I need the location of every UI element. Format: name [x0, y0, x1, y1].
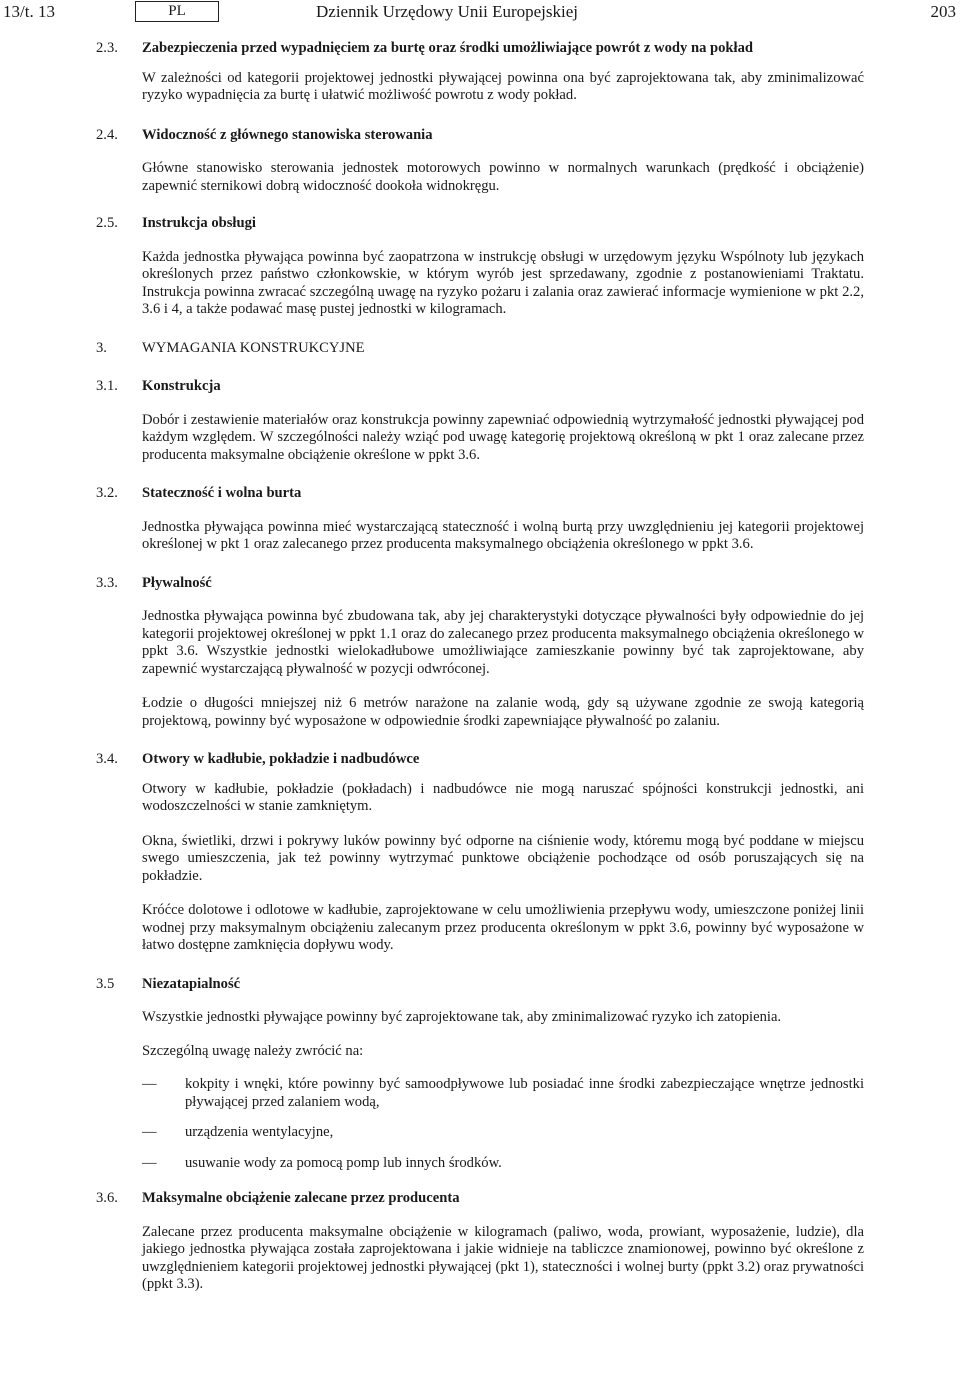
page-number: 203: [930, 2, 956, 21]
section-number: 3.2.: [96, 485, 118, 501]
language-badge: PL: [135, 1, 219, 22]
paragraph: Szczególną uwagę należy zwrócić na:: [142, 1042, 364, 1059]
section-title: Zabezpieczenia przed wypadnięciem za burtę oraz środki umożliwiające powrót z wody na pokład: [142, 40, 754, 56]
section-number: 2.5.: [96, 215, 118, 231]
section-2-5: [96, 215, 864, 319]
bullet-list: [142, 1076, 864, 1172]
chapter-title: WYMAGANIA KONSTRUKCYJNE: [142, 339, 365, 356]
section-3-5: [96, 976, 864, 1173]
section-title: Stateczność i wolna burta: [142, 485, 302, 501]
section-3-3: [96, 575, 864, 731]
paragraph: Łodzie o długości mniejszej niż 6 metrów narażone na zalanie wodą, gdy są używane zgodnie ze swoją kategorią projektową, powinny być wyposażone w odpowiednie środki zapewniające pływalność po zalaniu.: [142, 695, 864, 729]
section-number: 2.3.: [96, 40, 118, 56]
paragraph: Główne stanowisko sterowania jednostek motorowych powinno w normalnych warunkach (prędkość i obciążenie) zapewnić sternikowi dobrą widoczność dookoła widnokręgu.: [142, 160, 864, 194]
dash-marker: —: [142, 1154, 157, 1171]
section-2-3: [96, 40, 864, 105]
section-number: 3.5: [96, 975, 115, 992]
list-item-text: urządzenia wentylacyjne,: [185, 1124, 334, 1140]
list-item: [142, 1155, 864, 1173]
section-2-4: [96, 127, 864, 196]
list-item: [142, 1076, 864, 1111]
section-number: 2.4.: [96, 126, 118, 143]
section-title: Pływalność: [142, 574, 212, 591]
section-title: Instrukcja obsługi: [142, 215, 256, 231]
paragraph: Zalecane przez producenta maksymalne obciążenie w kilogramach (paliwo, woda, prowiant, wyposażenie, ludzie), dla jakiego jednostka pływająca została zaprojektowana i jakie widnieje na tabliczce znamionowej, powinno być określone z uwzględnieniem kategorii projektowej jednostki pływającej (pkt 1), stateczności i wolnej burty (ppkt 3.2) oraz prywatności (ppkt 3.3).: [142, 1223, 864, 1292]
section-number: 3.4.: [96, 751, 118, 767]
section-3-4: [96, 751, 864, 955]
dash-marker: —: [142, 1076, 157, 1092]
section-number: 3.6.: [96, 1190, 118, 1206]
paragraph: W zależności od kategorii projektowej jednostki pływającej powinna ona być zaprojektowana tak, aby zminimalizować ryzyko wypadnięcia za burtę i ułatwić możliwość powrotu z wody pokład.: [142, 69, 864, 103]
section-title: Maksymalne obciążenie zalecane przez producenta: [142, 1190, 460, 1206]
page-reference: 13/t. 13: [3, 2, 55, 21]
section-title: Niezatapialność: [142, 975, 241, 992]
page-header: [0, 0, 960, 26]
section-3-6: [96, 1190, 864, 1294]
paragraph: Otwory w kadłubie, pokładzie (pokładach) i nadbudówce nie mogą naruszać spójności konstrukcji jednostki, ani wodoszczelności w stanie zamkniętym.: [142, 780, 864, 814]
paragraph: Wszystkie jednostki pływające powinny być zaprojektowane tak, aby zminimalizować ryzyko ich zatopienia.: [142, 1009, 782, 1025]
journal-title: Dziennik Urzędowy Unii Europejskiej: [316, 2, 579, 21]
paragraph: Jednostka pływająca powinna być zbudowana tak, aby jej charakterystyki dotyczące pływalności były odpowiednie do jej kategorii projektowej określonej w ppkt 1.1 oraz do zalecanego przez producenta maksymalnego obciążenia określonego w ppkt 3.6. Wszystkie jednostki wielokadłubowe umożliwiające zamieszkanie powinny być tak zaprojektowane, aby zapewnić wystarczającą pływalność w pozycji odwróconej.: [142, 608, 864, 677]
section-number: 3.3.: [96, 574, 118, 591]
list-item-text: kokpity i wnęki, które powinny być samoodpływowe lub posiadać inne środki zabezpieczające wnętrze jednostki pływającej przed zalaniem wodą,: [185, 1076, 864, 1110]
section-number: 3.: [96, 339, 107, 356]
section-3: [96, 340, 864, 358]
section-3-2: [96, 485, 864, 554]
section-title: Widoczność z głównego stanowiska sterowania: [142, 126, 433, 143]
section-number: 3.1.: [96, 378, 118, 394]
section-title: Konstrukcja: [142, 378, 221, 394]
list-item: [142, 1124, 864, 1142]
section-title: Otwory w kadłubie, pokładzie i nadbudówce: [142, 751, 420, 767]
section-3-1: [96, 378, 864, 464]
paragraph: Jednostka pływająca powinna mieć wystarczającą stateczność i wolną burtą przy uwzględnieniu jej kategorii projektowej określonej w pkt 1 oraz zalecanego przez producenta maksymalnego obciążenia określonego w ppkt 3.6.: [142, 518, 864, 552]
paragraph: Każda jednostka pływająca powinna być zaopatrzona w instrukcję obsługi w urzędowym języku Wspólnoty lub językach określonych przez państwo członkowskie, w którym wyrób jest sprzedawany, zgodnie z postanowieniami Traktatu. Instrukcja powinna zwracać szczególną uwagę na ryzyko pożaru i zalania oraz zawierać informacje wymienione w pkt 2.2, 3.6 i 4, a także podawać masę pustej jednostki w kilogramach.: [142, 248, 864, 317]
paragraph: Króćce dolotowe i odlotowe w kadłubie, zaprojektowane w celu umożliwienia przepływu wody, umieszczone poniżej linii wodnej przy maksymalnym obciążeniu zalecanym przez producenta określonym w ppkt 3.6, powinny być wyposażone w łatwo dostępne zamknięcia dopływu wody.: [142, 902, 864, 953]
paragraph: Okna, świetliki, drzwi i pokrywy luków powinny być odporne na ciśnienie wody, któremu mogą być poddane w miejscu swego umieszczenia, jak też powinny wytrzymać punktowe obciążenie pochodzące od osób poruszających się na pokładzie.: [142, 832, 864, 884]
paragraph: Dobór i zestawienie materiałów oraz konstrukcja powinny zapewniać odpowiednią wytrzymałość jednostki pływającej pod każdym względem. W szczególności należy wziąć pod uwagę kategorię projektową określoną w pkt 1 oraz zalecane przez producenta maksymalne obciążenie określone w ppkt 3.6.: [142, 411, 864, 463]
list-item-text: usuwanie wody za pomocą pomp lub innych środków.: [185, 1154, 502, 1171]
dash-marker: —: [142, 1124, 157, 1140]
document-body: [96, 40, 864, 1294]
